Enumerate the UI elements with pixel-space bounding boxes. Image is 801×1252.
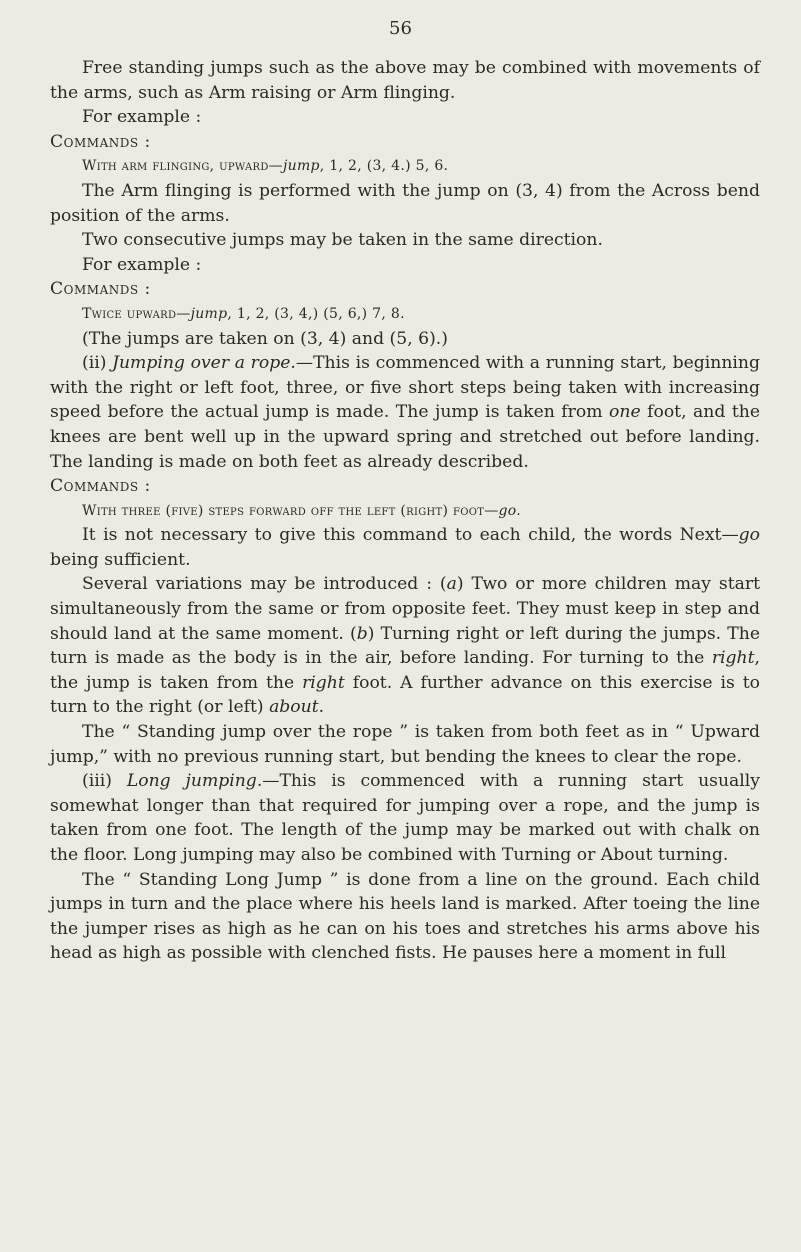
paragraph: For example : [82, 107, 202, 128]
paragraph: The “ Standing Long Jump ” is done from a line on the ground. Each child jumps in turn and the place where his heels land is marked. After toeing the line the jumper rises as high as he can on his toes and stretches his arms above his head as high as possible with clenched fists. He pauses here a moment in full [50, 869, 760, 964]
commands-heading: Commands : [50, 131, 151, 152]
paragraph: Two consecutive jumps may be taken in the same direction. [82, 230, 603, 251]
paragraph: Free standing jumps such as the above may be combined with movements of the arms, such as Arm raising or Arm flinging. [50, 58, 760, 103]
commands-heading: Commands : [50, 279, 151, 300]
paragraph: It is not necessary to give this command to each child, the words Next—go being sufficient. [50, 525, 760, 570]
paragraph: The Arm flinging is performed with the jump on (3, 4) from the Across bend position of the arms. [50, 180, 760, 226]
paragraph: Several variations may be introduced : (a) Two or more children may start simultaneously from the same or from opposite feet. They must keep in step and should land at the same moment. (b) Turning right or left during the jumps. The turn is made as the body is in the air, before landing. For turning to the right, the jump is taken from the right foot. A further advance on this exercise is to turn to the right (or left) about. [50, 574, 760, 718]
page-number: 56 [389, 18, 412, 39]
paragraph: For example : [82, 254, 202, 275]
paragraph: (ii) Jumping over a rope.—This is commenced with a running start, beginning with the right or left foot, three, or five short steps being taken with increasing speed before the actual jump is made. The jump is taken from one foot, and the knees are bent well up in the upward spring and stretched out before landing. The landing is made on both feet as already described. [50, 353, 760, 472]
page-body [50, 56, 760, 966]
paragraph: The “ Standing jump over the rope ” is taken from both feet as in “ Upward jump,” with no previous running start, but bending the knees to clear the rope. [50, 722, 760, 767]
commands-heading: Commands : [50, 476, 151, 497]
command-line: Twice upward—jump, 1, 2, (3, 4,) (5, 6,) 7, 8. [82, 305, 405, 322]
paragraph: (iii) Long jumping.—This is commenced with a running start usually somewhat longer than that required for jumping over a rope, and the jump is taken from one foot. The length of the jump may be marked out with chalk on the floor. Long jumping may also be combined with Turning or About turning. [50, 771, 760, 865]
command-line: With three (five) steps forward off the left (right) foot—go. [82, 502, 522, 519]
command-line: With arm flinging, upward—jump, 1, 2, (3, 4.) 5, 6. [82, 158, 449, 175]
paragraph: (The jumps are taken on (3, 4) and (5, 6).) [82, 328, 448, 349]
